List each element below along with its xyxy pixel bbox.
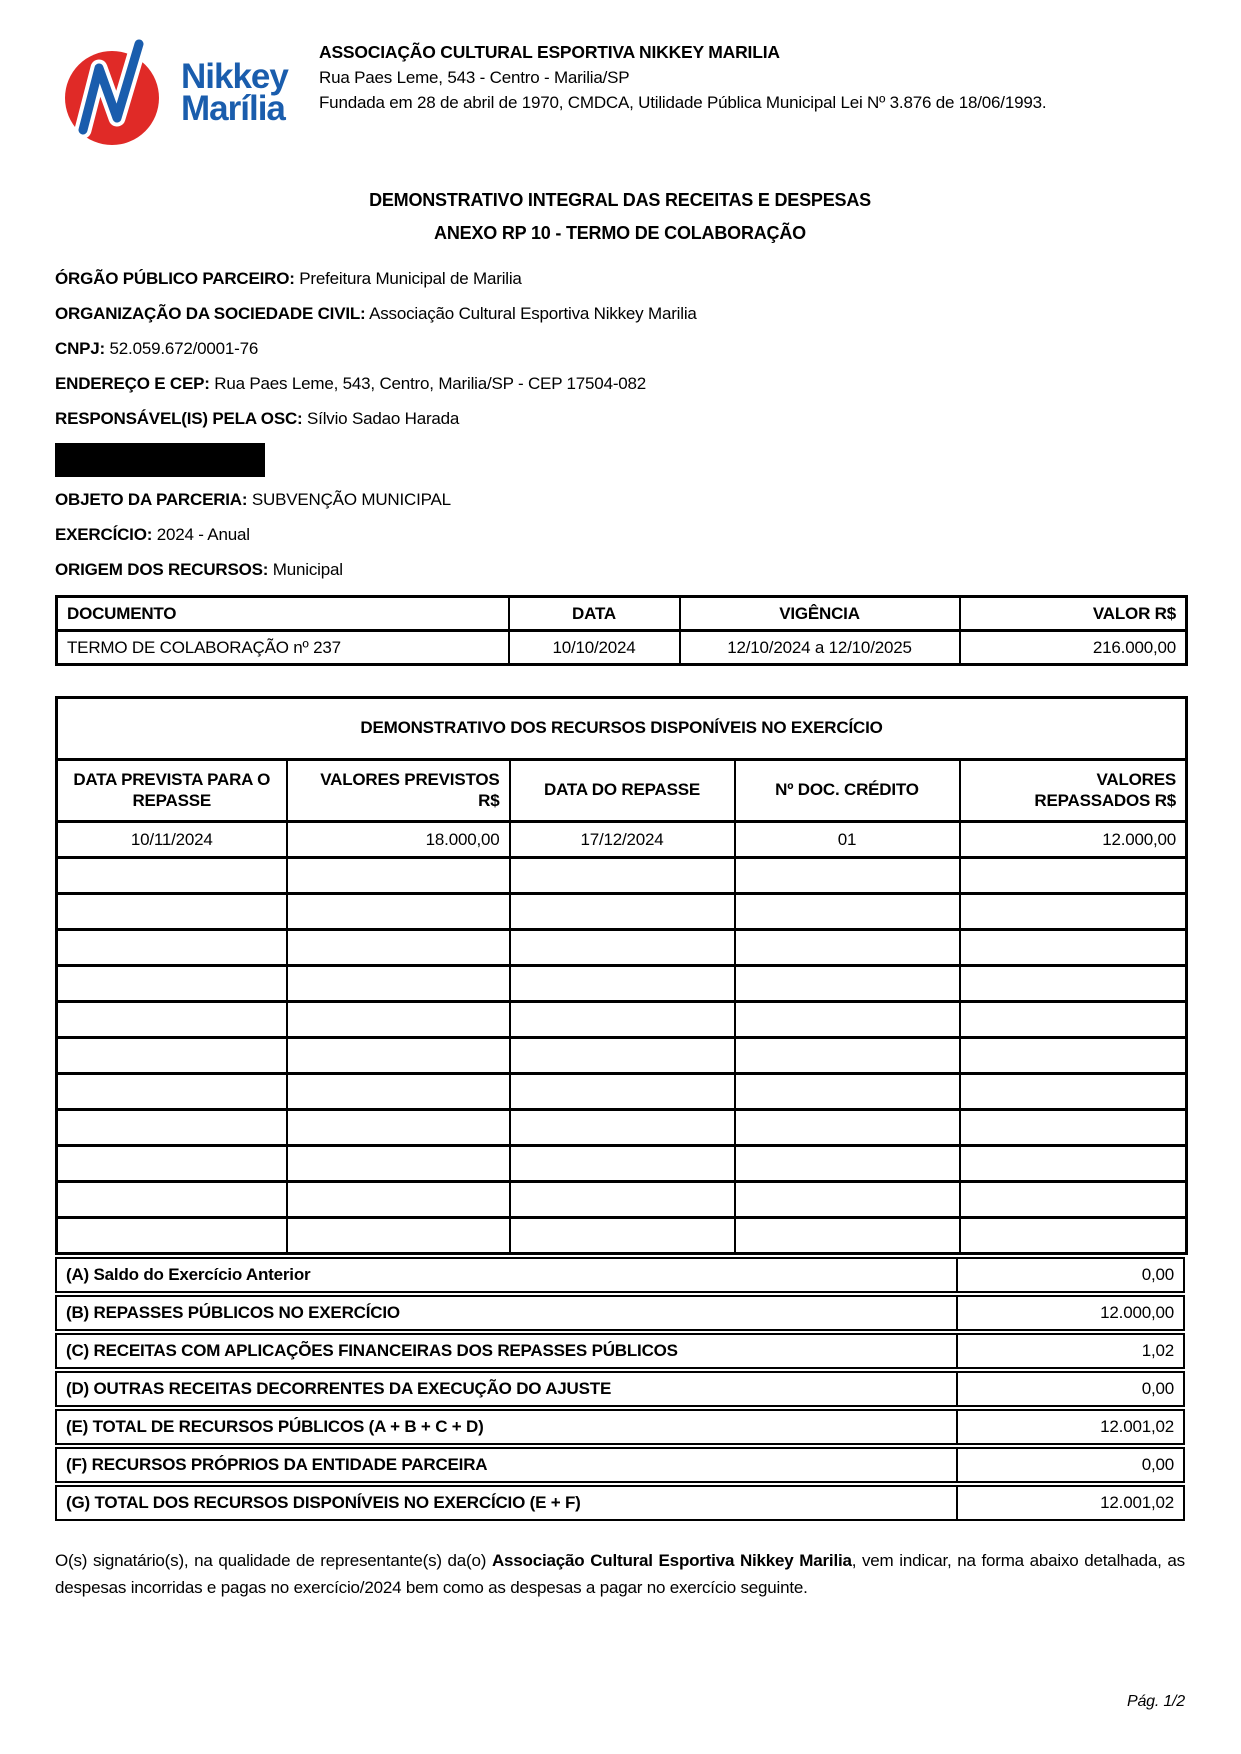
summary-row	[55, 1485, 1185, 1521]
empty-row	[57, 966, 1187, 1002]
empty-cell	[510, 858, 735, 894]
empty-cell	[57, 1182, 287, 1218]
empty-cell	[510, 1002, 735, 1038]
closing-part1: O(s) signatário(s), na qualidade de representante(s) da(o)	[55, 1551, 492, 1570]
empty-row	[57, 1146, 1187, 1182]
summary-label: (C) RECEITAS COM APLICAÇÕES FINANCEIRAS DOS REPASSES PÚBLICOS	[55, 1333, 958, 1369]
empty-cell	[57, 966, 287, 1002]
logo-word-line1: Nikkey	[181, 56, 288, 96]
closing-org-name: Associação Cultural Esportiva Nikkey Marilia	[491, 1551, 852, 1570]
col-valores-previstos: VALORES PREVISTOS R$	[287, 760, 510, 822]
field-cnpj	[55, 338, 1185, 360]
empty-cell	[57, 1002, 287, 1038]
resources-table-title-row	[57, 698, 1187, 760]
closing-paragraph	[55, 1547, 1185, 1601]
cell-data-prevista: 10/11/2024	[57, 822, 287, 858]
empty-cell	[57, 1218, 287, 1254]
field-value: Rua Paes Leme, 543, Centro, Marilia/SP - CEP 17504-082	[214, 374, 647, 393]
empty-cell	[735, 966, 960, 1002]
summary-row	[55, 1371, 1185, 1407]
summary-row	[55, 1409, 1185, 1445]
empty-cell	[510, 966, 735, 1002]
empty-cell	[960, 858, 1187, 894]
cell-vigencia: 12/10/2024 a 12/10/2025	[680, 631, 960, 665]
document-titles	[55, 190, 1185, 244]
document-table-header-row	[57, 597, 1187, 631]
empty-cell	[735, 1218, 960, 1254]
document-table	[55, 595, 1188, 666]
empty-cell	[510, 1146, 735, 1182]
resources-data-row	[57, 822, 1187, 858]
redacted-block	[55, 443, 265, 477]
empty-cell	[735, 1146, 960, 1182]
empty-cell	[287, 1074, 510, 1110]
summary-row	[55, 1295, 1185, 1331]
col-data-repasse: DATA DO REPASSE	[510, 760, 735, 822]
col-data: DATA	[509, 597, 680, 631]
field-value: Municipal	[272, 560, 343, 579]
empty-cell	[510, 894, 735, 930]
empty-cell	[287, 858, 510, 894]
resources-table-body	[57, 822, 1187, 1254]
closing-part2: , vem indicar, na forma abaixo detalhada, as despesas incorridas e pagas no exercício/2024 bem como as despesas a pagar no exercício seguinte.	[55, 1551, 1185, 1597]
title-sub: ANEXO RP 10 - TERMO DE COLABORAÇÃO	[434, 223, 806, 243]
summary-row	[55, 1257, 1185, 1293]
letterhead-text	[319, 38, 1046, 115]
cell-data: 10/10/2024	[509, 631, 680, 665]
col-vigencia: VIGÊNCIA	[680, 597, 960, 631]
field-value: Associação Cultural Esportiva Nikkey Marilia	[369, 304, 697, 323]
field-label: ORGANIZAÇÃO DA SOCIEDADE CIVIL:	[55, 304, 366, 323]
field-orgao-publico	[55, 268, 1185, 290]
empty-cell	[735, 858, 960, 894]
empty-cell	[960, 894, 1187, 930]
empty-row	[57, 1110, 1187, 1146]
empty-cell	[735, 1110, 960, 1146]
cell-doc-credito: 01	[735, 822, 960, 858]
field-organizacao	[55, 303, 1185, 325]
nikkey-logo-icon	[55, 38, 173, 148]
summary-value: 0,00	[956, 1371, 1185, 1407]
field-exercicio	[55, 524, 1185, 546]
field-endereco	[55, 373, 1185, 395]
summary-row	[55, 1333, 1185, 1369]
empty-cell	[960, 1074, 1187, 1110]
empty-cell	[287, 966, 510, 1002]
summary-value: 12.001,02	[956, 1409, 1185, 1445]
empty-row	[57, 894, 1187, 930]
empty-cell	[510, 1218, 735, 1254]
empty-cell	[510, 1110, 735, 1146]
col-data-prevista: DATA PREVISTA PARA O REPASSE	[57, 760, 287, 822]
empty-cell	[57, 1038, 287, 1074]
summary-value: 1,02	[956, 1333, 1185, 1369]
empty-row	[57, 1002, 1187, 1038]
empty-cell	[287, 1038, 510, 1074]
org-founding: Fundada em 28 de abril de 1970, CMDCA, Utilidade Pública Municipal Lei Nº 3.876 de 18/06/1993.	[319, 93, 1047, 112]
field-value: SUBVENÇÃO MUNICIPAL	[251, 490, 451, 509]
summary-label: (A) Saldo do Exercício Anterior	[55, 1257, 958, 1293]
resources-table-title: DEMONSTRATIVO DOS RECURSOS DISPONÍVEIS NO EXERCÍCIO	[57, 698, 1187, 760]
field-value: Prefeitura Municipal de Marilia	[299, 269, 522, 288]
empty-cell	[960, 1110, 1187, 1146]
empty-cell	[960, 930, 1187, 966]
empty-row	[57, 1038, 1187, 1074]
field-label: ORIGEM DOS RECURSOS:	[55, 560, 269, 579]
empty-cell	[510, 1038, 735, 1074]
empty-cell	[960, 966, 1187, 1002]
title-main: DEMONSTRATIVO INTEGRAL DAS RECEITAS E DESPESAS	[369, 190, 871, 210]
col-valor: VALOR R$	[960, 597, 1187, 631]
empty-cell	[510, 930, 735, 966]
empty-row	[57, 858, 1187, 894]
empty-cell	[960, 1002, 1187, 1038]
logo-wordmark	[181, 56, 288, 128]
resources-table	[55, 696, 1188, 1255]
empty-cell	[287, 1146, 510, 1182]
field-label: RESPONSÁVEL(IS) PELA OSC:	[55, 409, 303, 428]
empty-cell	[735, 1002, 960, 1038]
field-origem	[55, 559, 1185, 581]
empty-cell	[960, 1038, 1187, 1074]
page-number: Pág. 1/2	[1126, 1693, 1185, 1710]
summary-label: (G) TOTAL DOS RECURSOS DISPONÍVEIS NO EXERCÍCIO (E + F)	[55, 1485, 958, 1521]
empty-cell	[287, 1218, 510, 1254]
field-label: ÓRGÃO PÚBLICO PARCEIRO:	[55, 269, 295, 288]
empty-cell	[57, 858, 287, 894]
field-label: ENDEREÇO E CEP:	[55, 374, 210, 393]
empty-cell	[735, 1074, 960, 1110]
field-value: Sílvio Sadao Harada	[307, 409, 460, 428]
summary-label: (B) REPASSES PÚBLICOS NO EXERCÍCIO	[55, 1295, 958, 1331]
empty-cell	[960, 1218, 1187, 1254]
logo-word-line2: Marília	[181, 89, 285, 128]
letterhead	[55, 38, 1185, 150]
empty-cell	[57, 1074, 287, 1110]
empty-cell	[510, 1182, 735, 1218]
empty-cell	[960, 1146, 1187, 1182]
empty-row	[57, 1218, 1187, 1254]
field-objeto	[55, 489, 1185, 511]
summary-value: 0,00	[956, 1447, 1185, 1483]
summary-rows	[55, 1257, 1185, 1521]
empty-cell	[287, 1002, 510, 1038]
org-name: ASSOCIAÇÃO CULTURAL ESPORTIVA NIKKEY MARILIA	[319, 42, 780, 62]
field-label: CNPJ:	[55, 339, 106, 358]
empty-row	[57, 1182, 1187, 1218]
empty-cell	[287, 930, 510, 966]
summary-value: 12.001,02	[956, 1485, 1185, 1521]
summary-label: (D) OUTRAS RECEITAS DECORRENTES DA EXECUÇÃO DO AJUSTE	[55, 1371, 958, 1407]
field-label: EXERCÍCIO:	[55, 525, 153, 544]
cell-documento: TERMO DE COLABORAÇÃO nº 237	[57, 631, 509, 665]
empty-cell	[960, 1182, 1187, 1218]
field-value: 2024 - Anual	[156, 525, 250, 544]
field-value: 52.059.672/0001-76	[109, 339, 259, 358]
cell-valores-repassados: 12.000,00	[960, 822, 1187, 858]
empty-cell	[287, 1182, 510, 1218]
empty-row	[57, 1074, 1187, 1110]
field-label: OBJETO DA PARCERIA:	[55, 490, 248, 509]
info-section	[55, 268, 1185, 581]
nikkey-logo	[55, 38, 305, 148]
empty-cell	[287, 1110, 510, 1146]
summary-value: 0,00	[956, 1257, 1185, 1293]
org-address: Rua Paes Leme, 543 - Centro - Marilia/SP	[319, 68, 630, 87]
empty-cell	[287, 894, 510, 930]
summary-label: (F) RECURSOS PRÓPRIOS DA ENTIDADE PARCEIRA	[55, 1447, 958, 1483]
document-table-row	[57, 631, 1187, 665]
summary-value: 12.000,00	[956, 1295, 1185, 1331]
summary-row	[55, 1447, 1185, 1483]
empty-cell	[510, 1074, 735, 1110]
cell-valores-previstos: 18.000,00	[287, 822, 510, 858]
col-doc-credito: Nº DOC. CRÉDITO	[735, 760, 960, 822]
empty-cell	[57, 1146, 287, 1182]
field-responsavel	[55, 408, 1185, 430]
cell-valor: 216.000,00	[960, 631, 1187, 665]
summary-label: (E) TOTAL DE RECURSOS PÚBLICOS (A + B + C + D)	[55, 1409, 958, 1445]
empty-cell	[735, 1182, 960, 1218]
cell-data-repasse: 17/12/2024	[510, 822, 735, 858]
col-documento: DOCUMENTO	[57, 597, 509, 631]
empty-cell	[735, 894, 960, 930]
empty-cell	[735, 1038, 960, 1074]
empty-cell	[57, 930, 287, 966]
empty-cell	[57, 1110, 287, 1146]
empty-row	[57, 930, 1187, 966]
empty-cell	[57, 894, 287, 930]
resources-table-header-row	[57, 760, 1187, 822]
empty-cell	[735, 930, 960, 966]
col-valores-repassados: VALORES REPASSADOS R$	[960, 760, 1187, 822]
